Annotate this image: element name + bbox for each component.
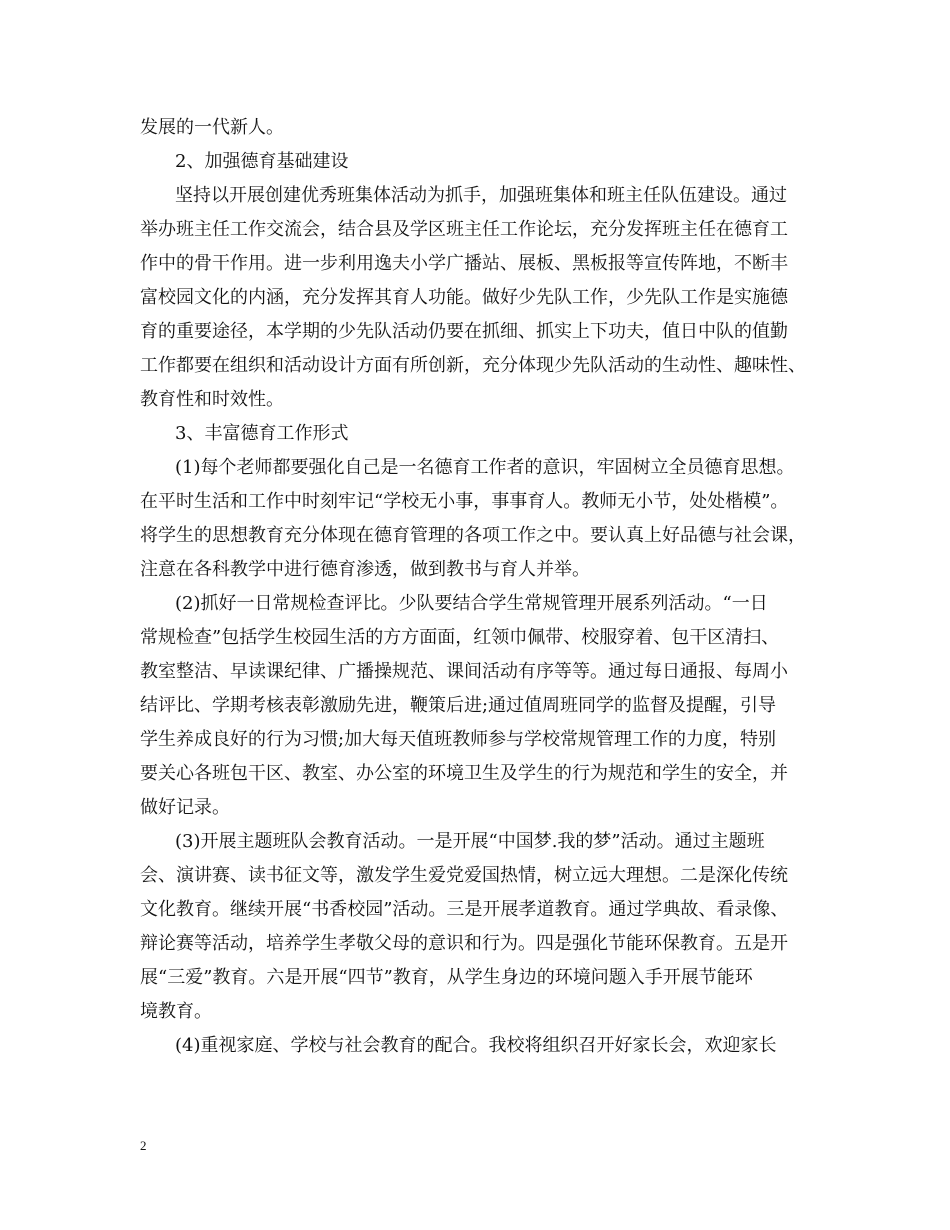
text-line: 辩论赛等活动，培养学生孝敬父母的意识和行为。四是强化节能环保教育。五是开 <box>140 933 788 954</box>
text-line: 常规检查”包括学生校园生活的方方面面，红领巾佩带、校服穿着、包干区清扫、 <box>140 627 780 648</box>
text-line: (1)每个老师都要强化自己是一名德育工作者的意识，牢固树立全员德育思想。 <box>175 457 795 478</box>
text-line: 会、演讲赛、读书征文等，激发学生爱党爱国热情，树立远大理想。二是深化传统 <box>140 865 788 886</box>
text-line: 文化教育。继续开展“书香校园”活动。三是开展孝道教育。通过学典故、看录像、 <box>140 899 789 920</box>
text-line: 学生养成良好的行为习惯;加大每天值班教师参与学校常规管理工作的力度，特别 <box>140 729 777 750</box>
text-line: 要关心各班包干区、教室、办公室的环境卫生及学生的行为规范和学生的安全，并 <box>140 763 788 784</box>
text-line: 境教育。 <box>140 1001 212 1022</box>
page-number: 2 <box>140 1138 147 1153</box>
text-line: 在平时生活和工作中时刻牢记“学校无小事，事事育人。教师无小节，处处楷模”。 <box>140 491 789 512</box>
section-heading: 2、加强德育基础建设 <box>175 151 349 172</box>
text-line: 育的重要途径，本学期的少先队活动仍要在抓细、抓实上下功夫，值日中队的值勤 <box>140 321 788 342</box>
text-line: 工作都要在组织和活动设计方面有所创新，充分体现少先队活动的生动性、趣味性、 <box>140 355 806 376</box>
text-line: 作中的骨干作用。进一步利用逸夫小学广播站、展板、黑板报等宣传阵地，不断丰 <box>140 253 788 274</box>
text-line: 坚持以开展创建优秀班集体活动为抓手，加强班集体和班主任队伍建设。通过 <box>175 185 787 206</box>
text-line: (4)重视家庭、学校与社会教育的配合。我校将组织召开好家长会，欢迎家长 <box>175 1035 777 1056</box>
text-line: 展“三爱”教育。六是开展“四节”教育，从学生身边的环境问题入手开展节能环 <box>140 967 753 988</box>
text-line: 做好记录。 <box>140 797 230 818</box>
text-line: 富校园文化的内涵，充分发挥其育人功能。做好少先队工作，少先队工作是实施德 <box>140 287 788 308</box>
text-line: 将学生的思想教育充分体现在德育管理的各项工作之中。要认真上好品德与社会课， <box>140 525 806 546</box>
text-line: 举办班主任工作交流会，结合县及学区班主任工作论坛，充分发挥班主任在德育工 <box>140 219 788 240</box>
text-line: (3)开展主题班队会教育活动。一是开展“中国梦.我的梦”活动。通过主题班 <box>175 831 765 852</box>
text-line: 发展的一代新人。 <box>140 117 284 138</box>
text-line: 注意在各科教学中进行德育渗透，做到教书与育人并举。 <box>140 559 590 580</box>
text-line: 教室整洁、早读课纪律、广播操规范、课间活动有序等等。通过每日通报、每周小 <box>140 661 788 682</box>
section-heading: 3、丰富德育工作形式 <box>175 423 349 444</box>
text-line: 教育性和时效性。 <box>140 389 284 410</box>
text-line: 结评比、学期考核表彰激励先进，鞭策后进;通过值周班同学的监督及提醒，引导 <box>140 695 777 716</box>
text-line: (2)抓好一日常规检查评比。少队要结合学生常规管理开展系列活动。“一日 <box>175 593 768 614</box>
